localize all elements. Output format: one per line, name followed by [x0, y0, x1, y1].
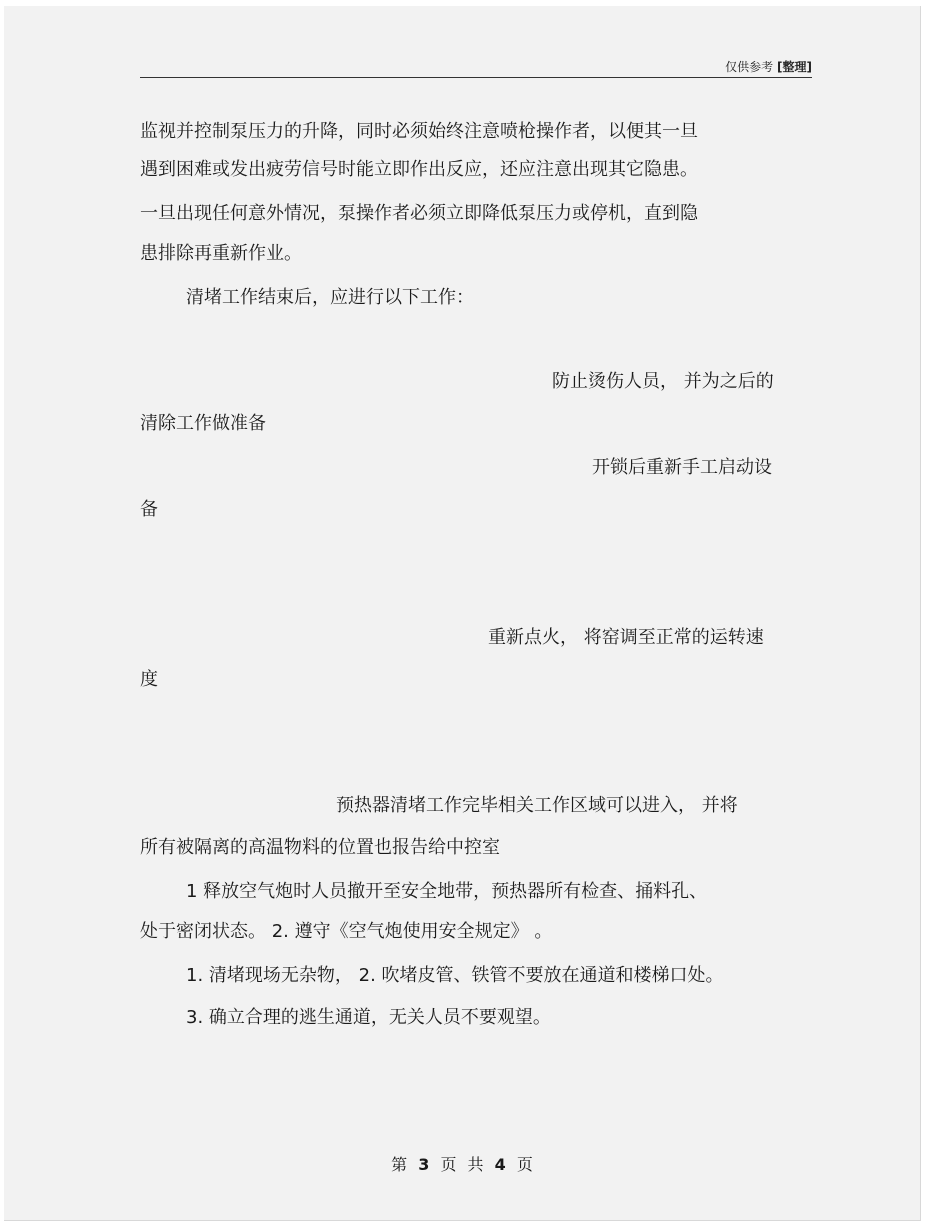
- paragraph-line: 一旦出现任何意外情况，泵操作者必须立即降低泵压力或停机，直到隐: [140, 203, 698, 224]
- paragraph-line: 预热器清堵工作完毕相关工作区域可以进入， 并将: [336, 795, 738, 816]
- paragraph-line: 开锁后重新手工启动设: [592, 457, 772, 478]
- footer-page-number: 3: [418, 1155, 430, 1174]
- paragraph-line: 清除工作做准备: [140, 413, 266, 434]
- paragraph-line: 3. 确立合理的逃生通道，无关人员不要观望。: [186, 1007, 551, 1028]
- page-footer: [4, 1152, 920, 1175]
- paragraph-line: 处于密闭状态。 2. 遵守《空气炮使用安全规定》 。: [140, 921, 553, 942]
- paragraph-line: 度: [140, 669, 158, 690]
- paragraph-line: 监视并控制泵压力的升降，同时必须始终注意喷枪操作者，以便其一旦: [140, 121, 698, 142]
- footer-di: 第: [391, 1155, 408, 1174]
- footer-total-pages: 4: [494, 1155, 506, 1174]
- header-rule: [140, 77, 812, 78]
- paragraph-line: 患排除再重新作业。: [140, 243, 302, 264]
- paragraph-line: 防止烫伤人员， 并为之后的: [552, 371, 774, 392]
- paragraph-line: 清堵工作结束后，应进行以下工作：: [186, 287, 474, 308]
- paragraph-line: 所有被隔离的高温物料的位置也报告给中控室: [140, 837, 500, 858]
- document-page: [4, 6, 921, 1221]
- footer-gong: 共: [467, 1155, 484, 1174]
- paragraph-line: 1. 清堵现场无杂物， 2. 吹堵皮管、铁管不要放在通道和楼梯口处。: [186, 965, 724, 986]
- paragraph-line: 遇到困难或发出疲劳信号时能立即作出反应，还应注意出现其它隐患。: [140, 159, 698, 180]
- footer-ye: 页: [440, 1155, 457, 1174]
- header-bracket: [整理]: [777, 60, 812, 74]
- header-note: 仅供参考: [725, 60, 774, 74]
- paragraph-line: 1 释放空气炮时人员撤开至安全地带，预热器所有检查、捅料孔、: [186, 881, 708, 902]
- paragraph-line: 备: [140, 499, 158, 520]
- footer-ye: 页: [516, 1155, 533, 1174]
- page-header: [140, 58, 812, 75]
- paragraph-line: 重新点火， 将窑调至正常的运转速: [488, 627, 764, 648]
